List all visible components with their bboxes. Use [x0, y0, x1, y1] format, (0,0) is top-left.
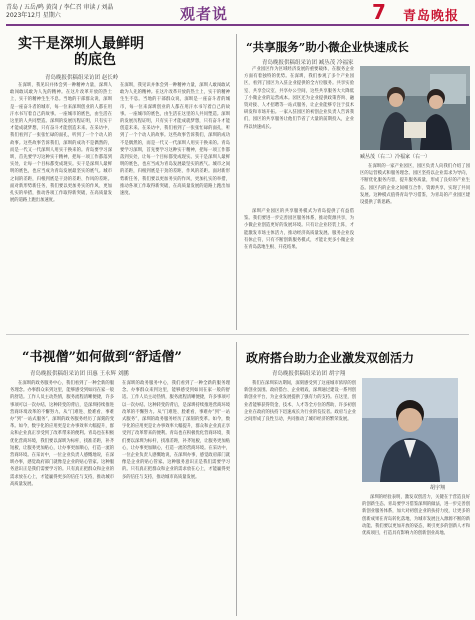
- photo-two-reporters: [360, 66, 470, 150]
- paper-logo: 青岛晚报: [403, 9, 460, 24]
- column-divider: [236, 34, 237, 330]
- section-divider: [6, 334, 469, 335]
- section-title: 观者说: [180, 5, 229, 23]
- article-left-headline-line2: 的底色: [74, 52, 116, 68]
- article-bottom-left-body: 在深圳的政务服务中心，我们看到了一种全新的服务理念。办事群众来到这里，能够感受到如同在家一般的舒适。工作人员主动热情，服务流程清晰便捷，许多事项可以一次办结。这种转变的背后，是深圳持续推进营商环境改革的不懈努力。从“门难进、脸难看、事难办”到“一站式服务”，深圳的政务服务经历了深刻的变革。如今，数字化的应用更是让办事效率大幅提升，群众和企业真正享受到了改革带来的便利。青岛也在积极优化营商环境，我们要以深圳为标杆，找准差距，补齐短板，让服务更加贴心，让办事更加顺心，打造一流的营商环境。在采访中，一位企业负责人感慨地说，在深圳办事，感觉政府部门就像是企业的贴心管家。这种服务意识正是我们需要学习的。只有真正把群众和企业的需求放在心上，才能赢得更多的信任与支持，推动城市高质量发展。: [10, 381, 114, 487]
- page-number: 7: [372, 0, 386, 24]
- header-meta: [6, 4, 113, 20]
- article-left-headline: [18, 36, 144, 68]
- article-right-body-c: 在深圳的一家产业园区，园区负责人向我们介绍了园区的运营模式和服务理念。园区坚持以企业需求为导向，不断优化服务内容，提升服务质量，形成了良好的产业生态。园区内的企业之间相互合作、资源共享，实现了共同发展。这种模式值得青岛学习借鉴，为青岛的产业园区建设提供了新思路。: [360, 164, 470, 206]
- article-left-body: 在深圳，我见识并体会到一种精神力量，深圳人敢闯敢试敢为人先的精神。在这片改革开放的热土上，实干的精神生生不息。当地的干部群众说，深圳是一座奋斗者的城市，每一位来深圳创业的人都在用汗水书写着自己的故事。一座城市的底色，由生活在这里的人共同塑造。深圳的发展历程证明，只有实干才能成就梦想，只有奋斗才能创造未来。在采访中，我们看到了一张张忙碌的面孔，听到了一个个动人的故事。这些故事告诉我们，深圳的成功不是偶然的，而是一代又一代深圳人用实干换来的。青岛要学习深圳，首先要学习这种实干精神，把每一项工作都落到实处，让每一个目标都变成现实。实干是深圳人最鲜明的底色，也应当成为青岛发展最坚实的底气。城市之间的差距，归根到底是干劲的差距、作风的差距。面对新形势新任务，我们要以更加务实的作风、更加扎实的举措，推动各项工作取得新突破，在高质量发展的道路上跑出加速度。: [10, 83, 112, 204]
- article-left-byline: 青岛晚报供稿组采访团 赵长岭: [45, 75, 119, 81]
- article-left-headline-line1: 实干是深圳人最鲜明: [18, 36, 144, 52]
- article-bottom-right-headline: 政府搭台助力企业激发双创活力: [246, 351, 415, 365]
- article-right-photo: [360, 66, 470, 150]
- page-header: [0, 0, 475, 28]
- article-bottom-left-byline: 青岛晚报供稿组采访团 田惠 王永辉 刘鹏: [30, 371, 129, 377]
- article-right-photo-caption: 臧丛茂（右二）冷福家（右一）: [360, 154, 431, 160]
- column-divider-bottom: [236, 342, 237, 616]
- header-date: 2023年12月 星期六: [6, 12, 61, 19]
- article-bottom-left-body-col2: 在深圳的政务服务中心，我们看到了一种全新的服务理念。办事群众来到这里，能够感受到如同在家一般的舒适。工作人员主动热情，服务流程清晰便捷，许多事项可以一次办结。这种转变的背后，是深圳持续推进营商环境改革的不懈努力。从“门难进、脸难看、事难办”到“一站式服务”，深圳的政务服务经历了深刻的变革。如今，数字化的应用更是让办事效率大幅提升，群众和企业真正享受到了改革带来的便利。青岛也在积极优化营商环境，我们要以深圳为标杆，找准差距，补齐短板，让服务更加贴心，让办事更加顺心，打造一流的营商环境。在采访中，一位企业负责人感慨地说，在深圳办事，感觉政府部门就像是企业的贴心管家。这种服务意识正是我们需要学习的。只有真正把群众和企业的需求放在心上，才能赢得更多的信任与支持，推动城市高质量发展。: [122, 381, 230, 480]
- photo-reporter-portrait: [362, 378, 458, 482]
- article-right-body-a: 产业园区作为区域经济发展的重要载体，在服务企业方面有着独特的优势。在深圳，我们参观了多个产业园区，看到了园区为入驻企业提供的全方位服务。共享实验室、共享会议室、共享办公空间，这些共享服务大大降低了小微企业的运营成本。园区还为企业提供政策咨询、融资对接、人才招聘等一站式服务，让企业能够专注于技术研发和市场开拓。一家入驻园区的初创企业负责人告诉我们，园区的共享服务让他们节省了大量的前期投入，企业得以快速成长。: [244, 67, 354, 130]
- article-bottom-right-photo-caption: 胡宇翔: [430, 485, 446, 491]
- article-left-body-col2: 在深圳，我见识并体会到一种精神力量，深圳人敢闯敢试敢为人先的精神。在这片改革开放的热土上，实干的精神生生不息。当地的干部群众说，深圳是一座奋斗者的城市，每一位来深圳创业的人都在用汗水书写着自己的故事。一座城市的底色，由生活在这里的人共同塑造。深圳的发展历程证明，只有实干才能成就梦想，只有奋斗才能创造未来。在采访中，我们看到了一张张忙碌的面孔，听到了一个个动人的故事。这些故事告诉我们，深圳的成功不是偶然的，而是一代又一代深圳人用实干换来的。青岛要学习深圳，首先要学习这种实干精神，把每一项工作都落到实处，让每一个目标都变成现实。实干是深圳人最鲜明的底色，也应当成为青岛发展最坚实的底气。城市之间的差距，归根到底是干劲的差距、作风的差距。面对新形势新任务，我们要以更加务实的作风、更加扎实的举措，推动各项工作取得新突破，在高质量发展的道路上跑出加速度。: [120, 83, 230, 197]
- article-bottom-left-headline: “书视僧”如何做到“舒适僧”: [22, 350, 182, 365]
- header-rule: [6, 24, 469, 26]
- article-right-body-b: 深圳产业园区的共享服务模式为青岛提供了有益借鉴。我们要进一步完善园区服务体系，推动资源共享，为小微企业创造更好的发展环境。只有让企业轻装上阵，才能激发市场主体活力，推动经济高质量发展。服务企业没有休止符，只有不断创新服务模式，才能让更多小微企业在青岛落地生根、开花结果。: [244, 209, 354, 251]
- header-editor-line: 青岛 / 五岳/鸣 黄岗 / 李仁召 审读 / 刘晶: [6, 4, 114, 11]
- article-bottom-right-photo: [362, 378, 458, 482]
- article-bottom-right-body-b: 深圳的经验表明，激发双创活力，关键在于营造良好的创新生态。青岛要学习借鉴深圳的做法，进一步完善创新创业服务体系，加大对初创企业的扶持力度，让更多的创新成果在青岛转化落地，为城市发展注入源源不断的新动能。我们要以更加开放的姿态，吸引更多的创新人才和优质项目，打造具有影响力的创新创业高地。: [362, 495, 470, 537]
- article-right-headline: “共享服务”助小微企业快速成长: [246, 40, 409, 54]
- article-right-byline: 青岛晚报供稿组采访团 臧丛茂 冷福家: [262, 60, 354, 66]
- article-bottom-right-body: 我们在深圳采访期间，深刻感受到了这座城市浓厚的创新创业氛围。政府搭台、企业唱戏，深圳通过建设一系列创新创业平台，为企业发展提供了强有力的支持。在这里，创业者能够获得资金、技术、人才等全方位的帮助，许多初创企业在政府的扶持下迅速成长为行业的佼佼者。政府与企业之间形成了良性互动，共同推动了城市经济的繁荣发展。: [244, 381, 356, 423]
- article-bottom-right-byline: 青岛晚报供稿组采访团 胡宇翔: [272, 371, 346, 377]
